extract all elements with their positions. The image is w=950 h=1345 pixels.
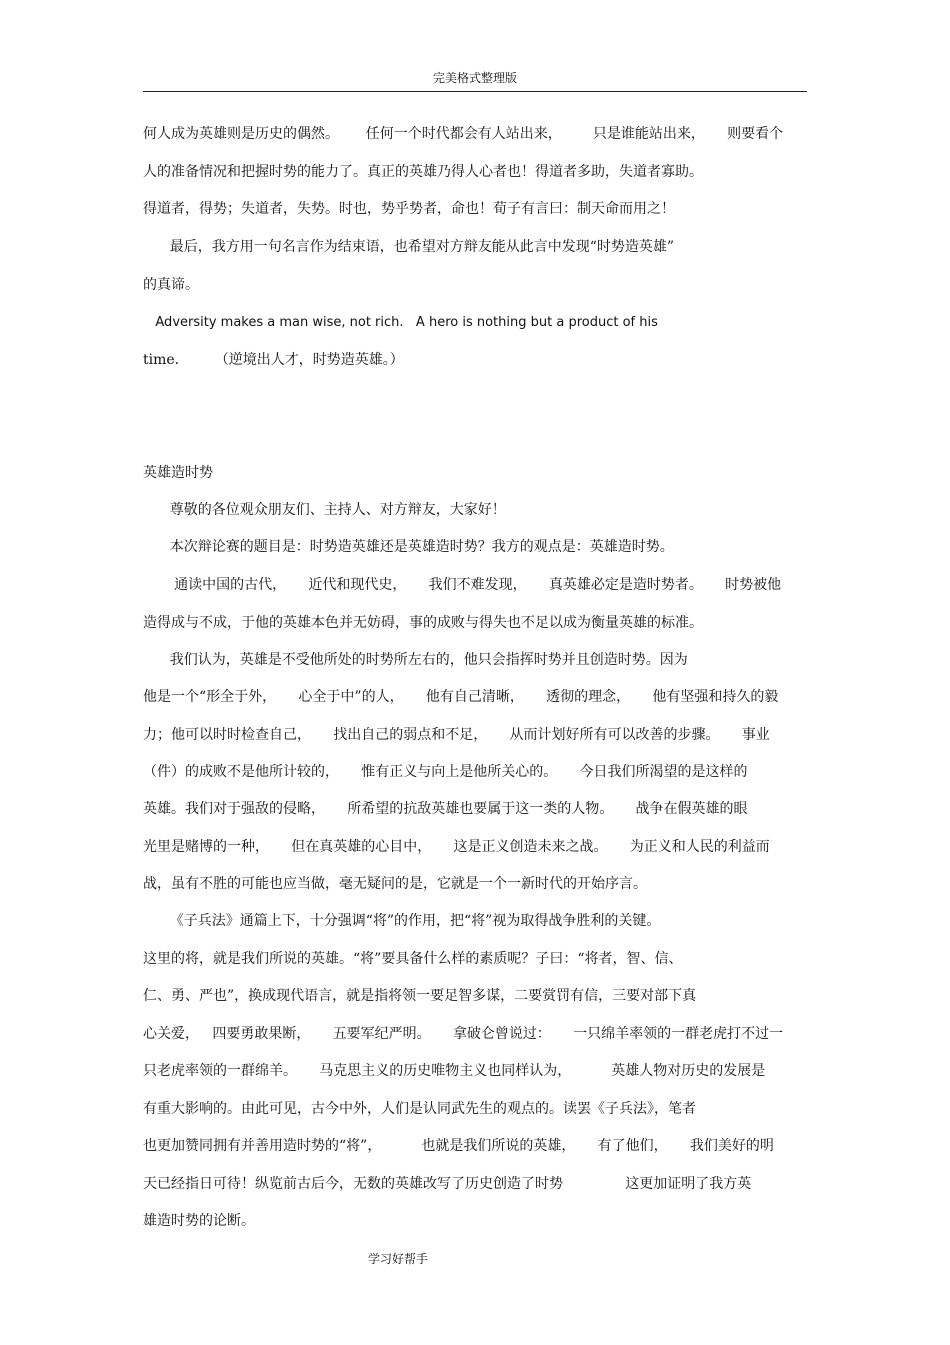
text-line: 得道者，得势；失道者，失势。时也，势乎势者，命也！荀子有言曰：制天命而用之！ [143,201,675,217]
header-divider [143,91,807,92]
text-line: 心关爱， 四要勇敢果断， 五要军纪严明。 拿破仑曾说过： 一只绵羊率领的一群老虎打不过一 [143,1026,784,1042]
text-line: 战，虽有不胜的可能也应当做，毫无疑问的是，它就是一个一新时代的开始序言。 [143,876,647,892]
text-line: 英雄。我们对于强敌的侵略， 所希望的抗敌英雄也要属于这一类的人物。 战争在假英雄的眼 [143,801,748,817]
text-line: 尊敬的各位观众朋友们、主持人、对方辩友，大家好！ [143,502,506,518]
english-quote-line: Adversity makes a man wise, not rich. A hero is nothing but a product of his [143,315,658,330]
text-line: 天已经指日可待！纵览前古后今，无数的英雄改写了历史创造了时势 这更加证明了我方英 [143,1176,752,1192]
text-line: 他是一个“形全于外， 心全于中”的人， 他有自己清晰， 透彻的理念， 他有坚强和持久的毅 [143,689,779,705]
text-line: 本次辩论赛的题目是：时势造英雄还是英雄造时势？我方的观点是：英雄造时势。 [143,539,674,555]
text-line: 我们认为，英雄是不受他所处的时势所左右的，他只会指挥时势并且创造时势。因为 [143,652,688,668]
text-line: time. （逆境出人才，时势造英雄。） [143,352,404,368]
text-line: 有重大影响的。由此可见，古今中外，人们是认同武先生的观点的。读罢《子兵法》，笔者 [143,1101,696,1117]
text-line: 《子兵法》通篇上下，十分强调“将”的作用，把“将”视为取得战争胜利的关键。 [143,913,661,929]
text-line: 雄造时势的论断。 [143,1213,255,1229]
text-line: 这里的将，就是我们所说的英雄。“将”要具备什么样的素质呢？子曰：“将者，智、信、 [143,951,683,967]
text-line: 造得成与不成，于他的英雄本色并无妨碍，事的成败与得失也不足以成为衡量英雄的标准。 [143,615,703,631]
text-line: 也更加赞同拥有并善用造时势的“将”， 也就是我们所说的英雄， 有了他们， 我们美好的明 [143,1138,774,1154]
text-line: 力；他可以时时检查自己， 找出自己的弱点和不足， 从而计划好所有可以改善的步骤。 事业 [143,727,770,743]
text-line: 仁、勇、严也”，换成现代语言，就是指将领一要足智多谋，二要赏罚有信，三要对部下真 [143,988,697,1004]
text-line: 人的准备情况和把握时势的能力了。真正的英雄乃得人心者也！得道者多助，失道者寡助。 [143,164,703,180]
section-title: 英雄造时势 [143,465,213,481]
text-line: 光里是赌博的一种， 但在真英雄的心目中， 这是正义创造未来之战。 为正义和人民的利益而 [143,839,770,855]
text-line: 最后，我方用一句名言作为结束语，也希望对方辩友能从此言中发现“时势造英雄” [143,239,675,255]
text-line: （件）的成败不是他所计较的， 惟有正义与向上是他所关心的。 今日我们所渴望的是这样的 [143,764,748,780]
text-line: 的真谛。 [143,277,199,293]
page-footer: 学习好帮手 [368,1252,429,1266]
text-line: 只老虎率领的一群绵羊。 马克思主义的历史唯物主义也同样认为， 英雄人物对历史的发展是 [143,1063,766,1079]
text-line: 何人成为英雄则是历史的偶然。 任何一个时代都会有人站出来， 只是谁能站出来， 则要看个 [143,126,784,142]
text-line: 通读中国的古代， 近代和现代史， 我们不难发现， 真英雄必定是造时势者。 时势被他 [143,577,782,593]
page-header: 完美格式整理版 [432,71,517,85]
